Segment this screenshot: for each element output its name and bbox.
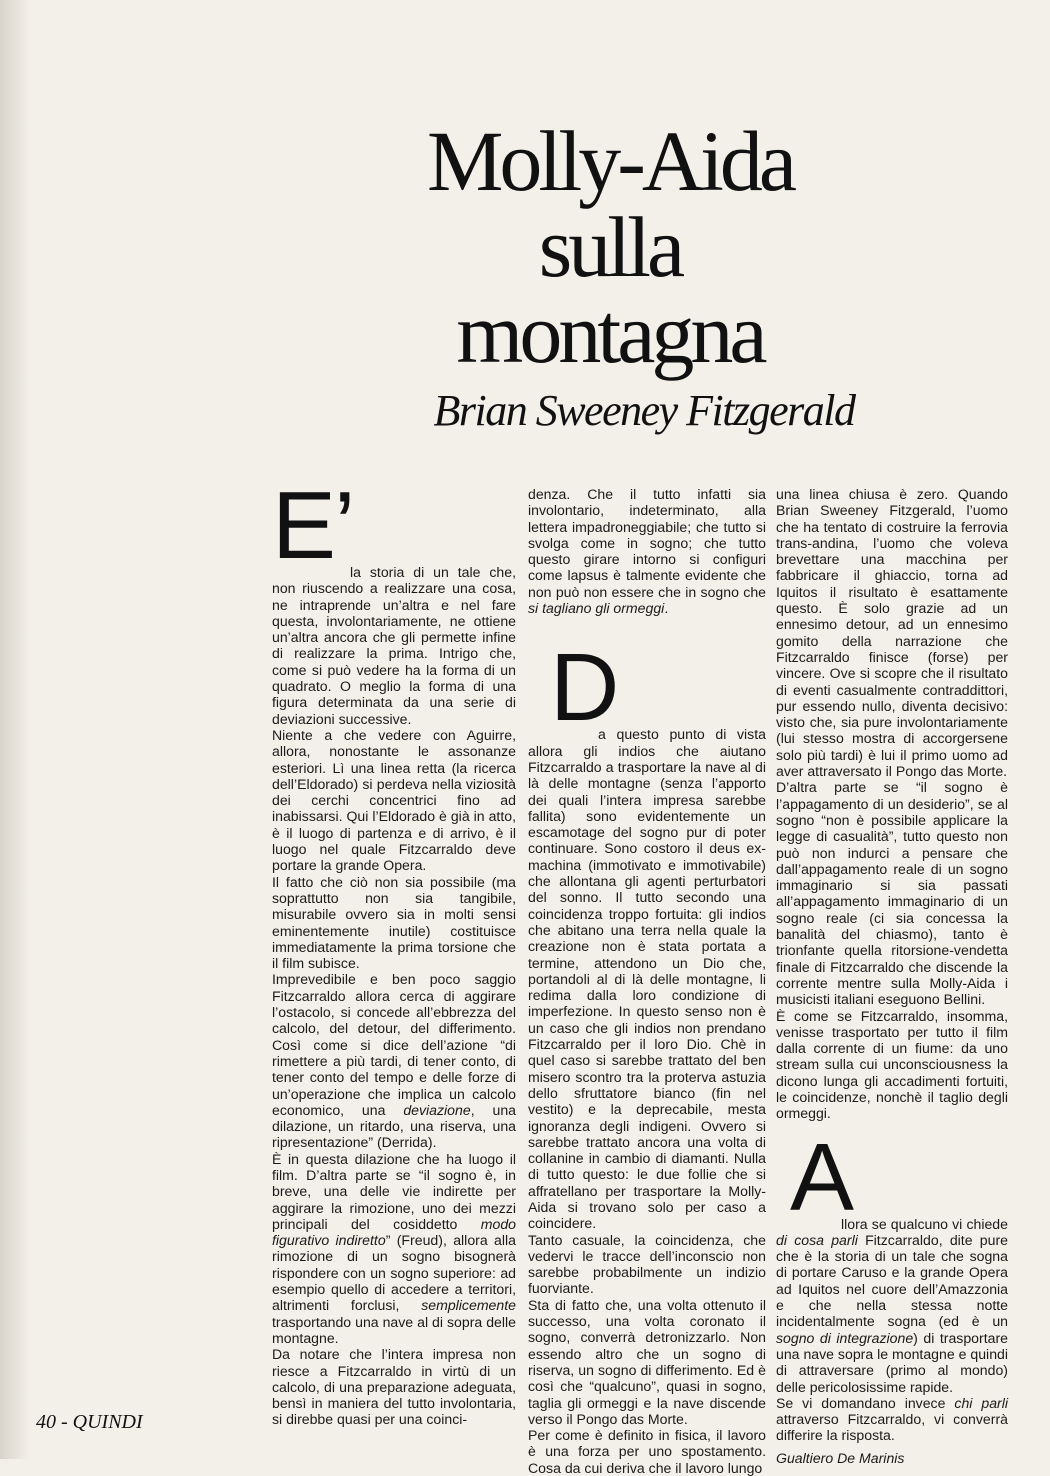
paragraph: Da notare che l’intera impresa non riesce a Fitzcarraldo in virtù di un calcolo, di una preparazione adeguata, bensì in maniera del tutto involontaria, si direbbe quasi per una coinci-	[272, 1346, 516, 1428]
page-gutter-shadow	[0, 0, 30, 1459]
paragraph: È come se Fitzcarraldo, insomma, venisse trasportato per tutto il film dalla corrente di un fiume: da uno stream sulla cui unconsciousness la dicono lunga gli accadimenti fortuiti, le coincidenze, nonchè il taglio degli ormeggi.	[776, 1007, 1008, 1122]
article-signature: Gualtiero De Marinis	[776, 1449, 905, 1466]
paragraph: Imprevedibile e ben poco saggio Fitzcarraldo allora cerca di aggirare l’ostacolo, si concede all’ebbrezza del calcolo, del detour, del differimento. Così come si dice dell’azione “di rimettere a più tardi, di tener conto, di tener conto del tempo e delle forze di un’operazione che implica un calcolo economico, una deviazione, una dilazione, un ritardo, una riserva, una ripresentazione” (Derrida).	[272, 971, 516, 1151]
title-line-2: sulla	[538, 199, 682, 295]
text-column-2	[528, 486, 766, 1476]
paragraph: denza. Che il tutto infatti sia involontario, indeterminato, alla lettera impadroneggiabile; che tutto si svolga come in sogno; che tutto questo girare intorno si configuri come lapsus è talmente evidente che non può non essere che in sogno che si tagliano gli ormeggi.	[528, 486, 766, 617]
paragraph: Tanto casuale, la coincidenza, che vedervi le tracce dell’inconscio non sarebbe probabilmente un indizio fuorviante.	[528, 1231, 766, 1297]
dropcap-paragraph	[776, 1123, 1008, 1395]
dropcap-letter: E’	[272, 472, 354, 579]
dropcap-letter: D	[550, 634, 618, 742]
title-line-3: montagna	[456, 285, 764, 381]
paragraph: Sta di fatto che, una volta ottenuto il successo, una volta coronato il sogno, converrà detronizzarlo. Non essendo altro che un sogno di riserva, un sogno di differimento. Ed è così che “qualcuno”, quasi in sogno, taglia gli ormeggi e la nave discende verso il Pongo das Morte.	[528, 1296, 766, 1427]
title-line-1: Molly-Aida	[426, 113, 794, 209]
dropcap-paragraph	[272, 472, 516, 727]
paragraph: Il fatto che ciò non sia possibile (ma soprattutto non sia tangibile, misurabile ovvero sia in molti sensi eminentemente inutile) costituisce immediatamente la prima torsione che il film subisce.	[272, 873, 516, 972]
paragraph: Niente a che vedere con Aguirre, allora, nonostante le assonanze esteriori. Lì una linea retta (la ricerca dell’Eldorado) si perdeva nella viziosità dei cerchi concentrici fino ad inabissarsi. Qui l’Eldorado è già in atto, è il luogo di partenza e di arrivo, è il luogo nel quale Fitzcarraldo deve portare la grande Opera.	[272, 726, 516, 874]
lead-paragraph: la storia di un tale che, non riuscendo a realizzare una cosa, ne intraprende un’altra e nel fare questa, involontariamente, ne ottiene un’altra ancora che gli permette infine di realizzare la prima. Intrigo che, come si può vedere ha la forma di un quadrato. O meglio la forma di una figura determinata da una serie di deviazioni successive.	[272, 564, 516, 727]
lead-paragraph: a questo punto di vista allora gli indios che aiutano Fitzcarraldo a trasportare la nave al di là delle montagne (senza l’apporto dei quali l’intera impresa sarebbe fallita) sono evidentemente un escamotage del sogno pur di poter continuare. Sono costoro il deus ex-machina (immotivato e immotivabile) che allontana gli agenti perturbatori del sonno. Il tutto secondo una coincidenza troppo fortuita: gli indios che abitano una terra nella quale la creazione non è stata portata a termine, attendono un Dio che, portandoli al di là delle montagne, li redima dalla loro condizione di imperfezione. In questo senso non è un caso che gli indios non prendano Fitzcarraldo per il loro Dio. Chè in quel caso si sarebbe trattato del ben misero scontro tra la proterva astuzia dello sfruttatore bianco (fin nel vestito) e la deprecabile, mesta ignoranza degli indigeni. Ovvero si sarebbe trattato ancora una volta di collanine in cambio di diamanti. Nulla di tutto questo: le due follie che si affratellano per trasportare la Molly-Aida si trovano solo per caso a coincidere.	[528, 726, 766, 1232]
dropcap-letter: A	[790, 1123, 853, 1231]
text-column-1	[272, 472, 516, 1428]
article-title	[300, 113, 920, 381]
paragraph: una linea chiusa è zero. Quando Brian Sweeney Fitzgerald, l’uomo che ha tentato di costruire la ferrovia trans-andina, l’uomo che voleva brevettare una macchina per fabbricare il ghiaccio, torna ad Iquitos il risultato è esattamente questo. È solo grazie ad un ennesimo detour, ad un ennesimo gomito della narrazione che Fitzcarraldo finisce (forse) per vincere. Ove si scopre che il risultato di eventi casualmente contraddittori, pur essendo nullo, diventa decisivo: visto che, sia pure involontariamente (lui stesso mostra di accorgersene solo più tardi) è lui il primo uomo ad aver attraversato il Pongo das Morte.	[776, 486, 1008, 780]
lead-paragraph: llora se qualcuno vi chiede di cosa parli Fitzcarraldo, dite pure che è la storia di un tale che sogna di portare Caruso e la grande Opera ad Iquitos nel cuore dell’Amazzonia e che nella stessa notte incidentalmente sogna (ed è un sogno di integrazione) di trasportare una nave sopra le montagne e quindi di attraversare (primo al mondo) delle pericolosissime rapide.	[776, 1215, 1008, 1395]
article-author: Brian Sweeney Fitzgerald	[433, 386, 855, 435]
paragraph: Se vi domandano invece chi parli attraverso Fitzcarraldo, vi converrà differire la risposta.	[776, 1394, 1008, 1444]
paragraph: Per come è definito in fisica, il lavoro è una forza per uno spostamento. Cosa da cui deriva che il lavoro lungo	[528, 1427, 766, 1476]
dropcap-paragraph	[528, 634, 766, 1232]
text-column-3	[776, 486, 1008, 1466]
page-folio: 40 - QUINDI	[36, 1411, 143, 1433]
paragraph: D’altra parte se “il sogno è l’appagamento di un desiderio”, se al sogno “non è possibile applicare la legge di casualità”, tutto questo non può non indurci a pensare che dall’appagamento reale di un sogno immaginario si sia passati all’appagamento immaginario di un sogno reale (ci sia concessa la banalità del chiasmo), tanto è trionfante quella ritorsione-vendetta finale di Fitzcarraldo che discende la corrente mentre sulla Molly-Aida i musicisti italiani eseguono Bellini.	[776, 779, 1008, 1008]
paragraph: È in questa dilazione che ha luogo il film. D’altra parte se “il sogno è, in breve, una delle vie indirette per aggirare la rimozione, uno dei mezzi principali del cosiddetto modo figurativo indiretto” (Freud), allora alla rimozione di un sogno bisognerà rispondere con un sogno superiore: ad esempio quello di accedere a territori, altrimenti forclusi, semplicemente trasportando una nave al di sopra delle montagne.	[272, 1150, 516, 1346]
